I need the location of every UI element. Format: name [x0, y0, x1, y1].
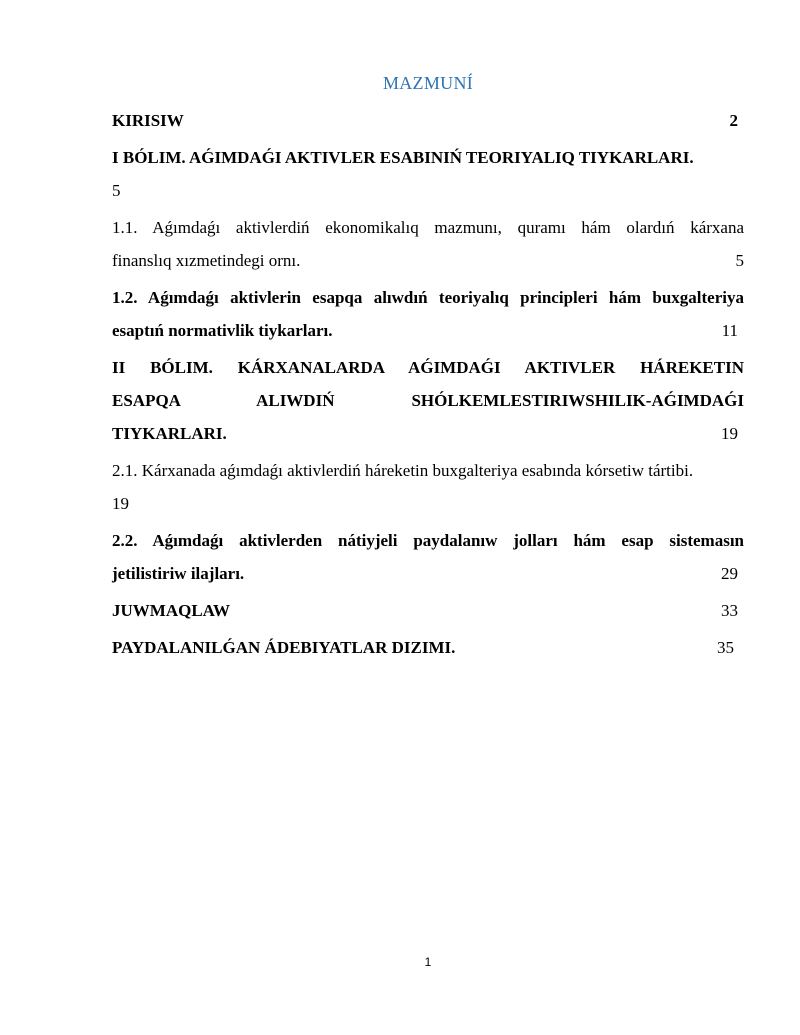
toc-entry-section-1-1[interactable] [112, 211, 744, 277]
toc-entry-page: 35 [717, 638, 734, 657]
toc-entry-conclusion[interactable] [112, 594, 744, 627]
page-number: 1 [424, 955, 432, 969]
toc-entry-page: 29 [721, 564, 738, 583]
toc-entry-page: 33 [721, 601, 738, 620]
toc-entry-title: KIRISIW [112, 111, 184, 130]
toc-entry-title-line-3: TIYKARLARI. [112, 424, 227, 443]
toc-entry-title: PAYDALANILǴAN ÁDEBIYATLAR DIZIMI. [112, 638, 456, 657]
toc-entry-title-line-1: II BÓLIM. KÁRXANALARDA AǴIMDAǴI AKTIVLER HÁREKETIN [112, 358, 744, 377]
toc-entry-title-line-1: 1.2. Aǵımdaǵı aktivlerin esapqa alıwdıń teoriyalıq principleri hám buxgalteriya [112, 288, 744, 307]
toc-entry-section-2-2[interactable] [112, 524, 744, 590]
toc-entry-part-1[interactable] [112, 141, 744, 207]
toc-entry-section-2-1[interactable] [112, 454, 744, 520]
toc-entry-title-line-1: 2.2. Aǵımdaǵı aktivlerden nátiyjeli paydalanıw jolları hám esap sistemasın [112, 531, 744, 550]
toc-entry-page: 19 [112, 494, 129, 513]
toc-entry-title: 2.1. Kárxanada aǵımdaǵı aktivlerdiń háreketin buxgalteriya esabında kórsetiw tártibi. [112, 461, 694, 480]
toc-entry-title-line-2: finanslıq xızmetindegi ornı. [112, 251, 301, 270]
toc-entry-title-line-2: ESAPQA ALIWDIŃ SHÓLKEMLESTIRIWSHILIK-AǴIMDAǴI [112, 391, 744, 410]
toc-entry-title-line-2: esaptıń normativlik tiykarları. [112, 321, 333, 340]
toc-entry-page: 19 [721, 424, 738, 443]
toc-entry-references[interactable] [112, 631, 744, 664]
toc-entry-title-line-2: jetilistiriw ilajları. [112, 564, 245, 583]
toc-entry-title-line-1: 1.1. Aǵımdaǵı aktivlerdiń ekonomikalıq mazmunı, quramı hám olardıń kárxana [112, 218, 744, 237]
toc-entry-page: 5 [112, 181, 121, 200]
page-title: MAZMUNÍ [382, 73, 474, 93]
toc-entry-page: 5 [735, 251, 744, 270]
toc-entry-kirisiw[interactable] [112, 104, 744, 137]
toc-entry-page: 2 [729, 111, 738, 130]
table-of-contents [112, 104, 744, 664]
toc-entry-part-2[interactable] [112, 351, 744, 450]
toc-entry-title: JUWMAQLAW [112, 601, 231, 620]
toc-entry-title: I BÓLIM. AǴIMDAǴI AKTIVLER ESABINIŃ TEORIYALIQ TIYKARLARI. [112, 148, 694, 167]
toc-entry-section-1-2[interactable] [112, 281, 744, 347]
toc-entry-page: 11 [721, 321, 738, 340]
